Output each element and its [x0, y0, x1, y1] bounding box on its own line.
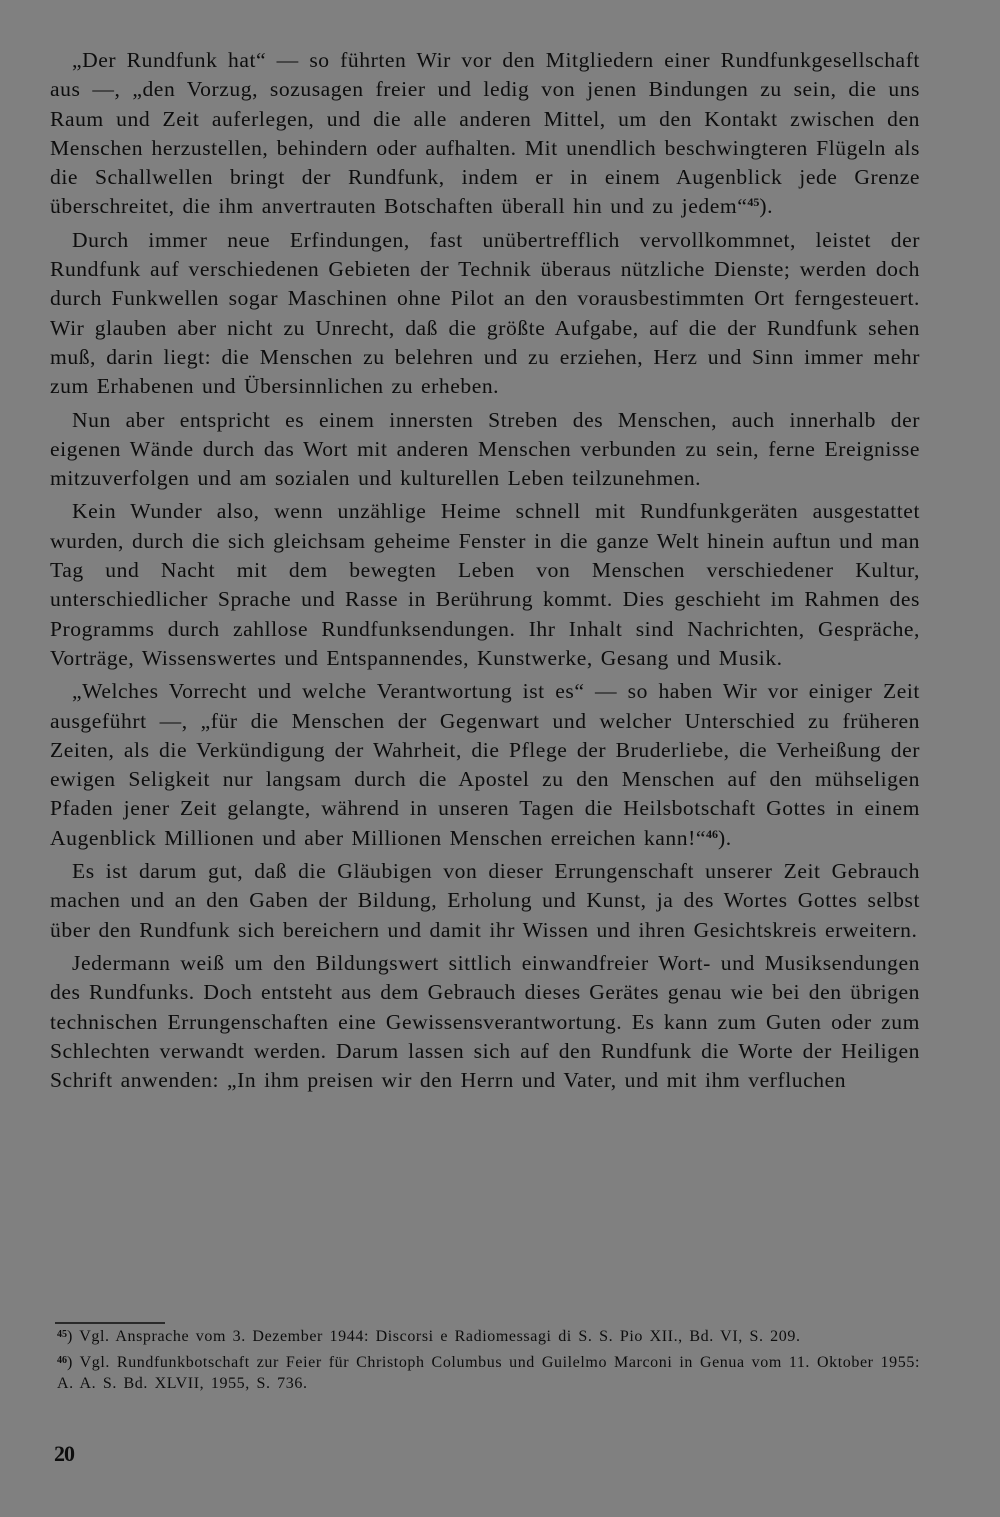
footnote-ref-46: 46	[706, 826, 718, 841]
footnote-number: 45	[57, 1329, 67, 1340]
footnotes	[57, 1326, 920, 1399]
paragraph-text: „Der Rundfunk hat“ — so führten Wir vor den Mitgliedern einer Rundfunkgesellschaft aus —, „den Vorzug, sozusagen freier und ledig von jenen Bindungen zu sein, die uns Raum und Zeit auferlegen, und die alle anderen Mittel, um den Kontakt zwischen den Menschen herzustellen, behindern oder aufhalten. Mit unendlich beschwingteren Flügeln als die Schallwellen bringt der Rundfunk, indem er in einem Augenblick jede Grenze überschreitet, die ihm anvertrauten Botschaften überall hin und zu jedem“	[50, 48, 920, 219]
paragraph-5	[50, 677, 920, 853]
footnote-ref-45: 45	[747, 195, 760, 210]
footnote-46	[57, 1352, 920, 1395]
body-text	[50, 46, 920, 1099]
footnote-divider	[55, 1322, 165, 1324]
page-number: 20	[54, 1441, 74, 1466]
paragraph-tail: ).	[718, 825, 732, 850]
paragraph-3: Nun aber entspricht es einem innersten Streben des Menschen, auch innerhalb der eigenen Wände durch das Wort mit anderen Menschen verbunden zu sein, ferne Ereignisse mitzuverfolgen und am sozialen und kulturellen Leben teilzunehmen.	[50, 407, 920, 491]
paragraph-6: Es ist darum gut, daß die Gläubigen von dieser Errungenschaft unserer Zeit Gebrauch machen und an den Gaben der Bildung, Erholung und Kunst, ja des Wortes Gottes selbst über den Rundfunk sich bereichern und damit ihr Wissen und ihren Gesichtskreis erweitern.	[50, 859, 920, 942]
footnote-number: 46	[57, 1354, 67, 1366]
paragraph-7: Jedermann weiß um den Bildungswert sittlich einwandfreier Wort- und Musiksendungen des Rundfunks. Doch entsteht aus dem Gebrauch dieses Gerätes genau wie bei den übrigen technischen Errungenschaften eine Gewissensverantwortung. Es kann zum Guten oder zum Schlechten verwandt werden. Darum lassen sich auf den Rundfunk die Worte der Heiligen Schrift anwenden: „In ihm preisen wir den Herrn und Vater, und mit ihm verfluchen	[50, 950, 920, 1093]
paragraph-2: Durch immer neue Erfindungen, fast unübertrefflich vervollkommnet, leistet der Rundfunk auf verschiedenen Gebieten der Technik überaus nützliche Dienste; werden doch durch Funkwellen sogar Maschinen ohne Pilot an den vorausbestimmten Ort ferngesteuert. Wir glauben aber nicht zu Unrecht, daß die größte Aufgabe, auf die der Rundfunk sehen muß, darin liegt: die Menschen zu belehren und zu erziehen, Herz und Sinn immer mehr zum Erhabenen und Übersinnlichen zu erheben.	[50, 227, 920, 399]
paragraph-tail: ).	[759, 194, 774, 219]
footnote-45	[57, 1326, 920, 1348]
footnote-text: ) Vgl. Ansprache vom 3. Dezember 1944: Discorsi e Radiomessagi di S. S. Pio XII., Bd. VI, S. 209.	[67, 1328, 801, 1345]
paragraph-4: Kein Wunder also, wenn unzählige Heime schnell mit Rundfunkgeräten ausgestattet wurden, durch die sich gleichsam geheime Fenster in die ganze Welt hinein auftun und man Tag und Nacht mit dem bewegten Leben von Menschen verschiedener Kultur, unterschiedlicher Sprache und Rasse in Berührung kommt. Dies geschieht im Rahmen des Programms durch zahllose Rundfunksendungen. Ihr Inhalt sind Nachrichten, Gespräche, Vorträge, Wissenswertes und Entspannendes, Kunstwerke, Gesang und Musik.	[50, 499, 920, 670]
footnote-text: ) Vgl. Rundfunkbotschaft zur Feier für Christoph Columbus und Guilelmo Marconi in Genua vom 11. Oktober 1955: A. A. S. Bd. XLVII, 1955, S. 736.	[57, 1353, 920, 1392]
paragraph-text: „Welches Vorrecht und welche Verantwortung ist es“ — so haben Wir vor einiger Zeit ausgeführt —, „für die Menschen der Gegenwart und welcher Unterschied zu früheren Zeiten, als die Verkündigung der Wahrheit, die Pflege der Bruderliebe, die Verheißung der ewigen Seligkeit nur langsam durch die Apostel zu den Menschen auf den mühseligen Pfaden jener Zeit gelangte, während in unseren Tagen die Heilsbotschaft Gottes in einem Augenblick Millionen und aber Millionen Menschen erreichen kann!“	[50, 679, 920, 850]
paragraph-1	[50, 46, 920, 222]
